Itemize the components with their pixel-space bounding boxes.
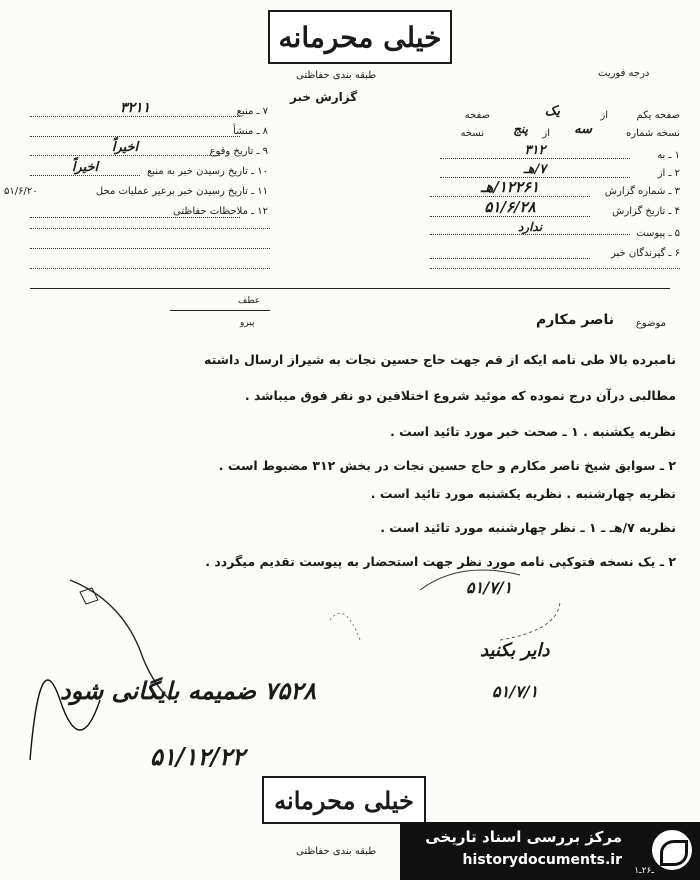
to-label: ۱ ـ به (657, 150, 680, 161)
bottom-stamp-text: خیلی محرمانه (274, 785, 414, 815)
body-line: ۲ ـ سوابق شیخ ناصر مکارم و حاج حسین نجات در بخش ۳۱۲ مضبوط است . (218, 458, 676, 473)
field-origin-label: ۸ ـ منشأ (232, 126, 268, 137)
pen-stroke (500, 600, 560, 640)
from-label: ۲ ـ از (657, 168, 680, 179)
body-line: نظریه ۷/هـ ـ ۱ ـ نظر چهارشنبه مورد تائید است . (380, 520, 676, 535)
bottom-classification-stamp (262, 776, 426, 824)
field-receipt-date-label: ۱۰ ـ تاریخ رسیدن خبر به منبع (146, 166, 268, 177)
attachment-value: ندارد (430, 220, 630, 235)
page-suffix: صفحه (464, 110, 490, 121)
pen-stroke (330, 613, 360, 640)
copy-label: نسخه شماره (626, 128, 680, 139)
field-occurrence-date-value: اخیراً (30, 140, 220, 156)
report-date-label: ۴ ـ تاریخ گزارش (612, 206, 680, 217)
report-number-value: ۱۲۲۶۱/هـ (430, 178, 590, 197)
field-source-value: ۳۲۱۱ (30, 100, 240, 117)
archive-center-name: مرکز بررسی اسناد تاریخی (425, 828, 622, 846)
page-label: صفحه یکم (636, 110, 680, 121)
body-line: ۲ ـ یک نسخه فتوکپی نامه مورد نظر جهت استحضار به پیوست تقدیم میگردد . (205, 554, 676, 569)
field-ops-date-value: ۵۱/۶/۲۰ (4, 186, 38, 197)
hand-note-main: ۷۵۲۸ ضمیمه بایگانی شود (60, 676, 316, 705)
to-value: ۳۱۲ (440, 143, 630, 159)
peyro-label: پیرو (240, 318, 255, 328)
attachment-label: ۵ ـ پیوست (636, 228, 680, 239)
clip-mark (80, 588, 98, 604)
body-line: نظریه چهارشنبه . نظریه یکشنبه مورد تائید است . (370, 486, 676, 501)
field-security-notes-label: ۱۲ ـ ملاحظات حفاظتی (173, 206, 268, 217)
body-line: نظریه یکشنبه . ۱ ـ صحت خبر مورد تائید است . (390, 424, 676, 439)
recipients-label: ۶ ـ گیرندگان خبر (610, 248, 680, 259)
field-source-label: ۷ ـ منبع (236, 106, 268, 117)
copy-value: سه (574, 122, 592, 137)
page-of: از (600, 110, 608, 121)
priority-label: درجه فوریت (598, 68, 650, 79)
report-date-value: ۵۱/۶/۲۸ (430, 198, 590, 217)
top-classification-label: طبقه بندی حفاظتی (296, 70, 377, 81)
body-line: مطالبی درآن درج نموده که موئید شروع اختلافین دو نفر فوق میباشد . (244, 388, 676, 403)
hand-date-main: ۵۱/۱۲/۲۲ (150, 742, 245, 771)
hand-sign-right: دایر بکنید (480, 640, 550, 661)
field-receipt-date-value: اخیراً (30, 160, 140, 176)
page-value: یک (544, 104, 560, 119)
field-ops-date-label: ۱۱ ـ تاریخ رسیدن خبر برعیر عملیات محل (95, 186, 268, 197)
copy-of: از (542, 128, 550, 139)
top-stamp-text: خیلی محرمانه (278, 20, 442, 54)
copy-total: پنج (513, 122, 528, 136)
subject-label: موضوع (635, 318, 666, 329)
from-value: ۷/هـ (440, 162, 630, 178)
hand-date-right: ۵۱/۷/۱ (466, 578, 513, 597)
subject-value: ناصر مکارم (535, 312, 614, 328)
report-number-label: ۳ ـ شماره گزارش (604, 186, 680, 197)
copy-suffix: نسخه (460, 128, 484, 139)
hand-date-right-2: ۵۱/۷/۱ (492, 682, 539, 701)
page-code: ۱ـ۲۶ـ (634, 866, 654, 876)
archive-watermark (400, 822, 700, 880)
archive-logo-icon (652, 830, 692, 870)
bottom-classification-label: طبقه بندی حفاظتی (296, 846, 377, 857)
field-occurrence-date-label: ۹ ـ تاریخ وقوع (209, 146, 268, 157)
report-title: گزارش خبر (290, 90, 358, 104)
body-line: نامبرده بالا طی نامه ایکه از قم جهت حاج حسین نجات به شیراز ارسال داشته (204, 352, 676, 367)
atf-label: عطف (238, 296, 261, 306)
archive-site: historydocuments.ir (462, 852, 622, 868)
